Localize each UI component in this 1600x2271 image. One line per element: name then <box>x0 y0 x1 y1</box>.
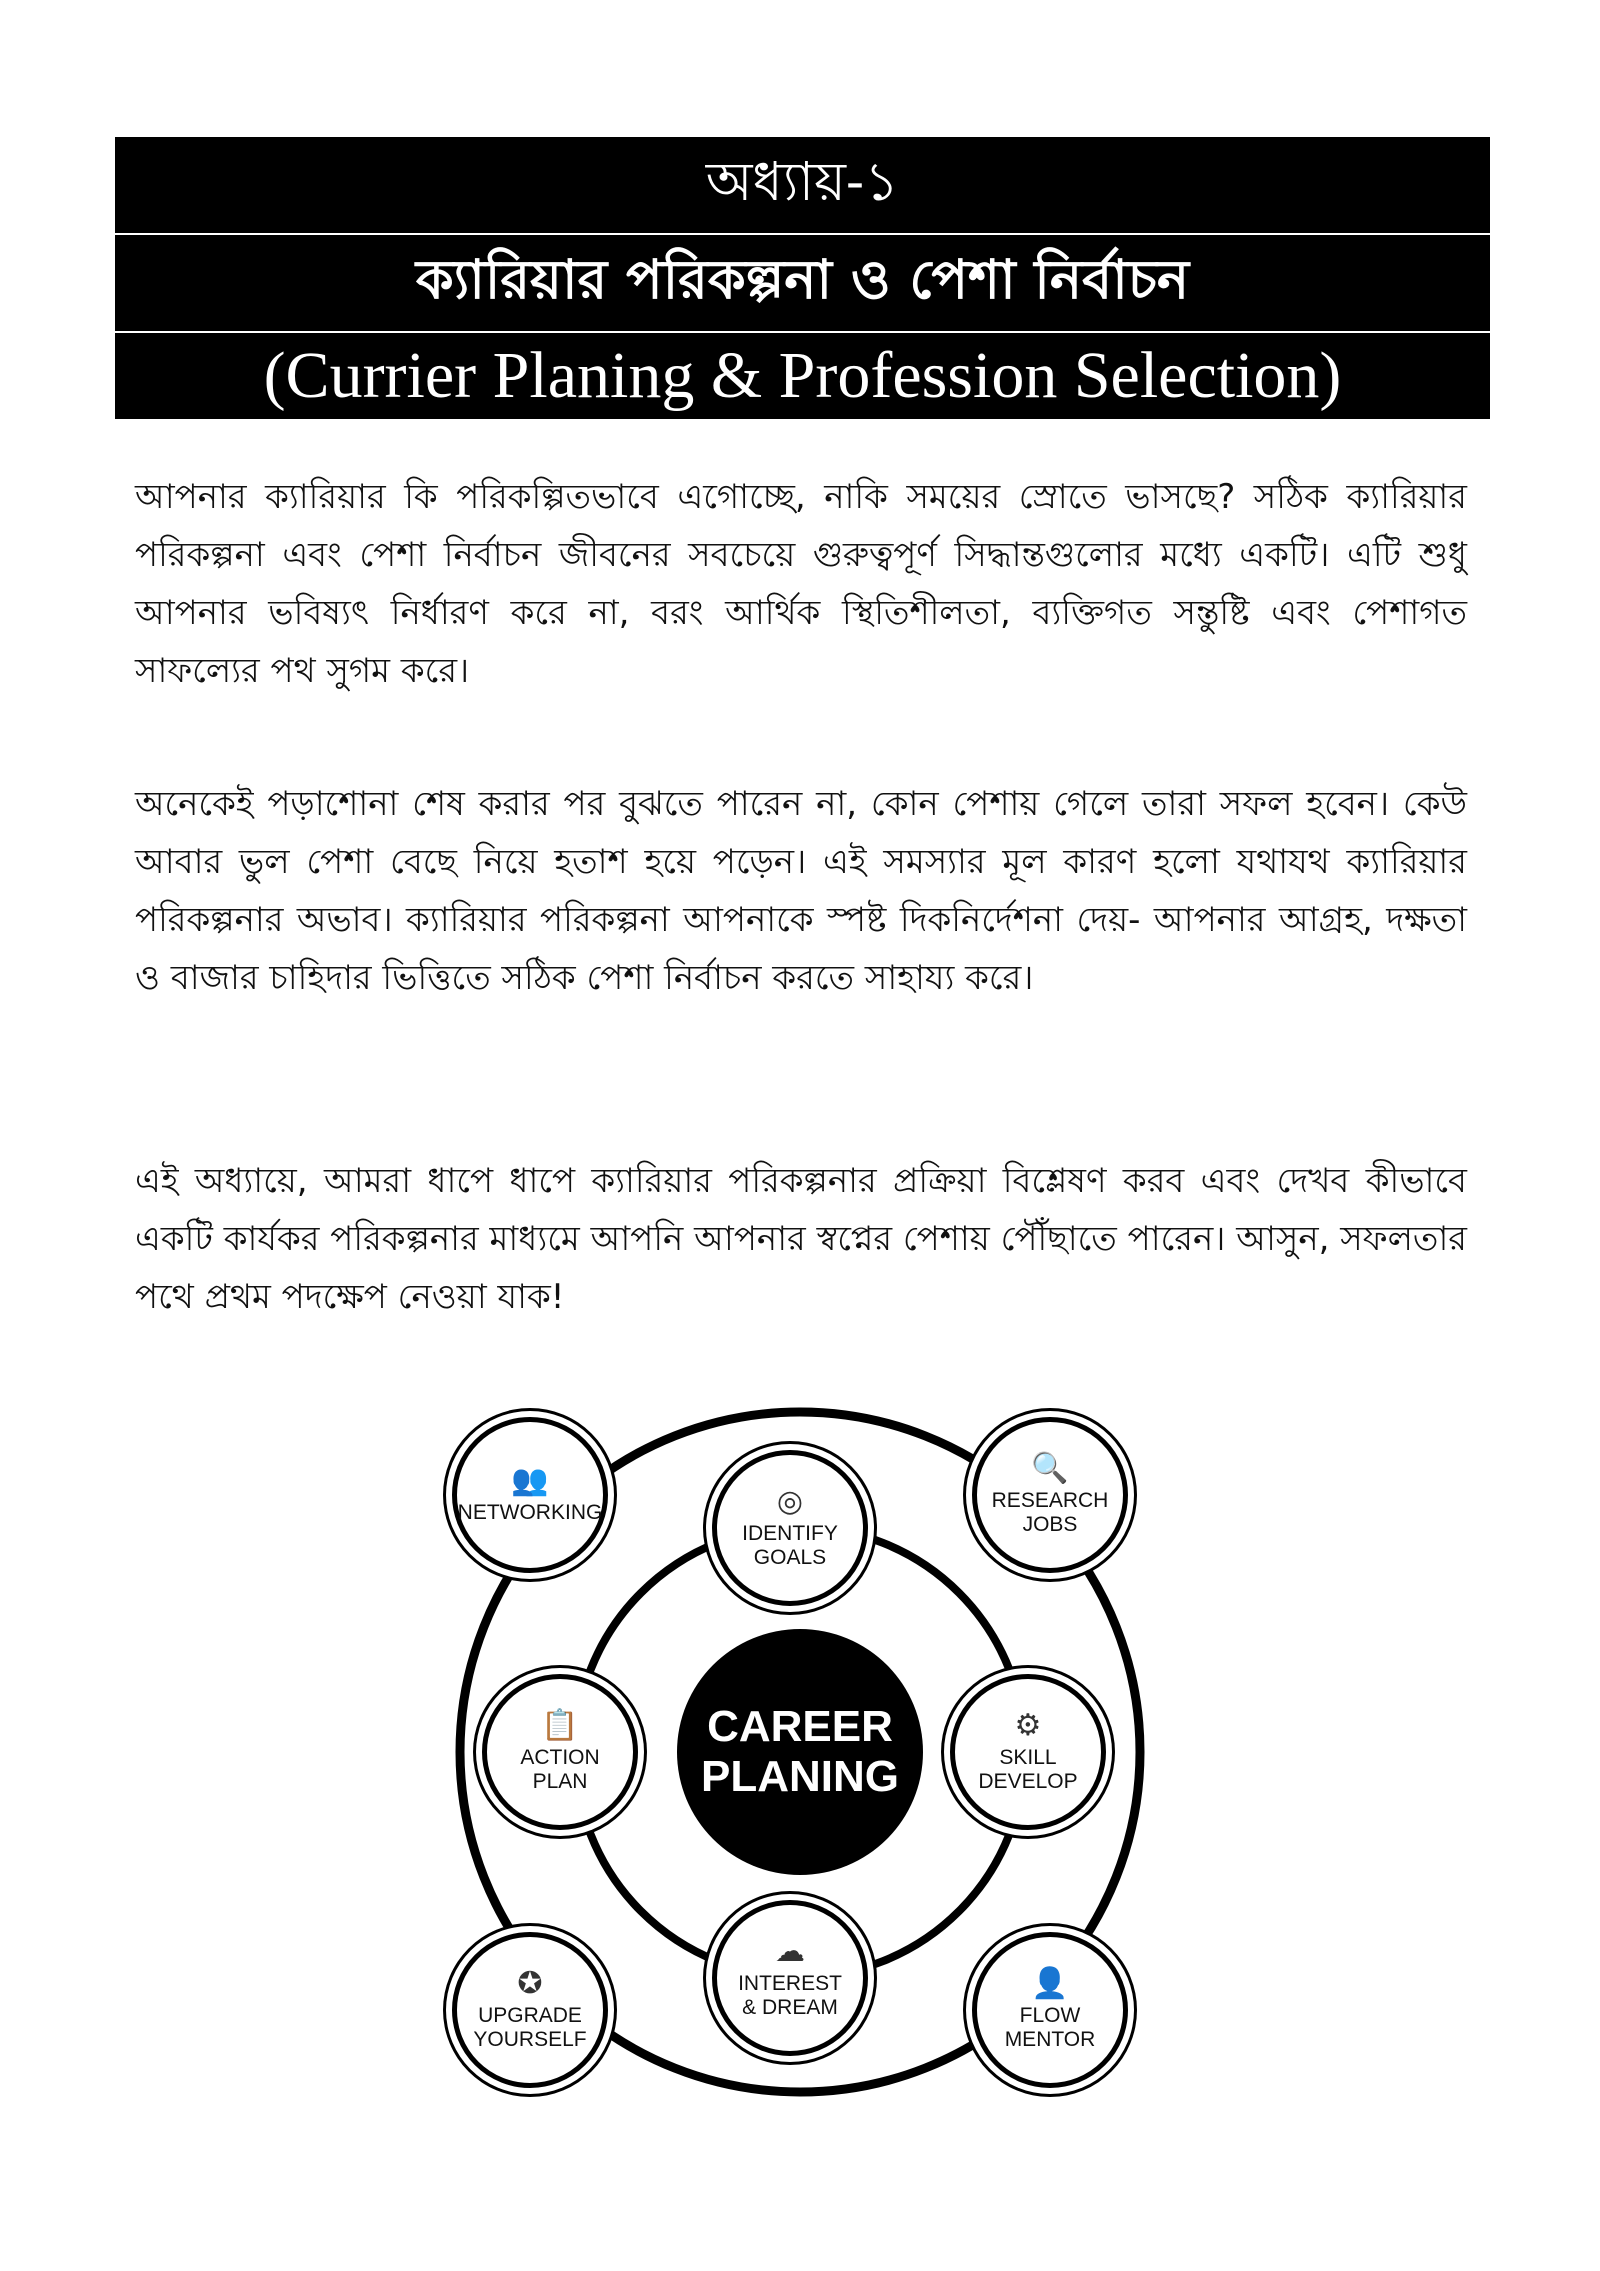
briefcase-magnifier-icon: 🔍 <box>1031 1451 1069 1486</box>
node-label-identify-goals: IDENTIFY GOALS <box>742 1522 838 1569</box>
node-upgrade-yourself <box>452 1932 608 2088</box>
node-label-skill-develop: SKILL DEVELOP <box>978 1746 1078 1793</box>
chapter-title-english: (Currier Planing & Profession Selection) <box>115 333 1490 419</box>
node-label-research-jobs: RESEARCH JOBS <box>991 1489 1109 1536</box>
node-action-plan <box>482 1674 638 1830</box>
chapter-header <box>115 137 1490 419</box>
node-label-upgrade-yourself: UPGRADE YOURSELF <box>473 2004 587 2051</box>
center-career-planing: CAREER PLANING <box>677 1629 923 1875</box>
node-identify-goals <box>712 1450 868 1606</box>
node-label-flow-mentor: FLOW MENTOR <box>1004 2004 1096 2051</box>
mentor-board-icon: 👤 <box>1031 1966 1069 2001</box>
dream-cloud-icon: ☁ <box>775 1934 805 1969</box>
intro-paragraph-2: অনেকেই পড়াশোনা শেষ করার পর বুঝতে পারেন না, কোন পেশায় গেলে তারা সফল হবেন। কেউ আবার ভুল পেশা বেছে নিয়ে হতাশ হয়ে পড়েন। এই সমস্যার মূল কারণ হলো যথাযথ ক্যারিয়ার পরিকল্পনার অভাব। ক্যারিয়ার পরিকল্পনা আপনাকে স্পষ্ট দিকনির্দেশনা দেয়- আপনার আগ্রহ, দক্ষতা ও বাজার চাহিদার ভিত্তিতে সঠিক পেশা নির্বাচন করতে সাহায্য করে। <box>135 784 1467 998</box>
node-flow-mentor <box>972 1932 1128 2088</box>
chapter-title-bengali: ক্যারিয়ার পরিকল্পনা ও পেশা নির্বাচন <box>115 235 1490 331</box>
intro-paragraph-3: এই অধ্যায়ে, আমরা ধাপে ধাপে ক্যারিয়ার পরিকল্পনার প্রক্রিয়া বিশ্লেষণ করব এবং দেখব কীভাবে একটি কার্যকর পরিকল্পনার মাধ্যমে আপনি আপনার স্বপ্নের পেশায় পৌঁছাতে পারেন। আসুন, সফলতার পথে প্রথম পদক্ষেপ নেওয়া যাক! <box>135 1161 1467 1317</box>
career-planning-diagram <box>440 1392 1160 2112</box>
node-networking <box>452 1417 608 1573</box>
node-label-action-plan: ACTION PLAN <box>520 1746 600 1793</box>
node-interest-dream <box>712 1900 868 2056</box>
node-skill-develop <box>950 1674 1106 1830</box>
target-icon: ◎ <box>776 1484 804 1519</box>
node-research-jobs <box>972 1417 1128 1573</box>
head-gear-icon: ⚙ <box>1014 1708 1042 1743</box>
node-label-interest-dream: INTEREST & DREAM <box>738 1972 842 2019</box>
people-network-icon: 👥 <box>511 1463 549 1498</box>
rocket-badge-icon: ✪ <box>517 1966 543 2001</box>
node-label-networking: NETWORKING <box>457 1501 603 1524</box>
clipboard-target-icon: 📋 <box>541 1708 579 1743</box>
chapter-number: অধ্যায়-১ <box>115 137 1490 233</box>
intro-paragraph-1: আপনার ক্যারিয়ার কি পরিকল্পিতভাবে এগোচ্ছে, নাকি সময়ের স্রোতে ভাসছে? সঠিক ক্যারিয়ার পরিকল্পনা এবং পেশা নির্বাচন জীবনের সবচেয়ে গুরুত্বপূর্ণ সিদ্ধান্তগুলোর মধ্যে একটি। এটি শুধু আপনার ভবিষ্যৎ নির্ধারণ করে না, বরং আর্থিক স্থিতিশীলতা, ব্যক্তিগত সন্তুষ্টি এবং পেশাগত সাফল্যের পথ সুগম করে। <box>135 477 1467 691</box>
